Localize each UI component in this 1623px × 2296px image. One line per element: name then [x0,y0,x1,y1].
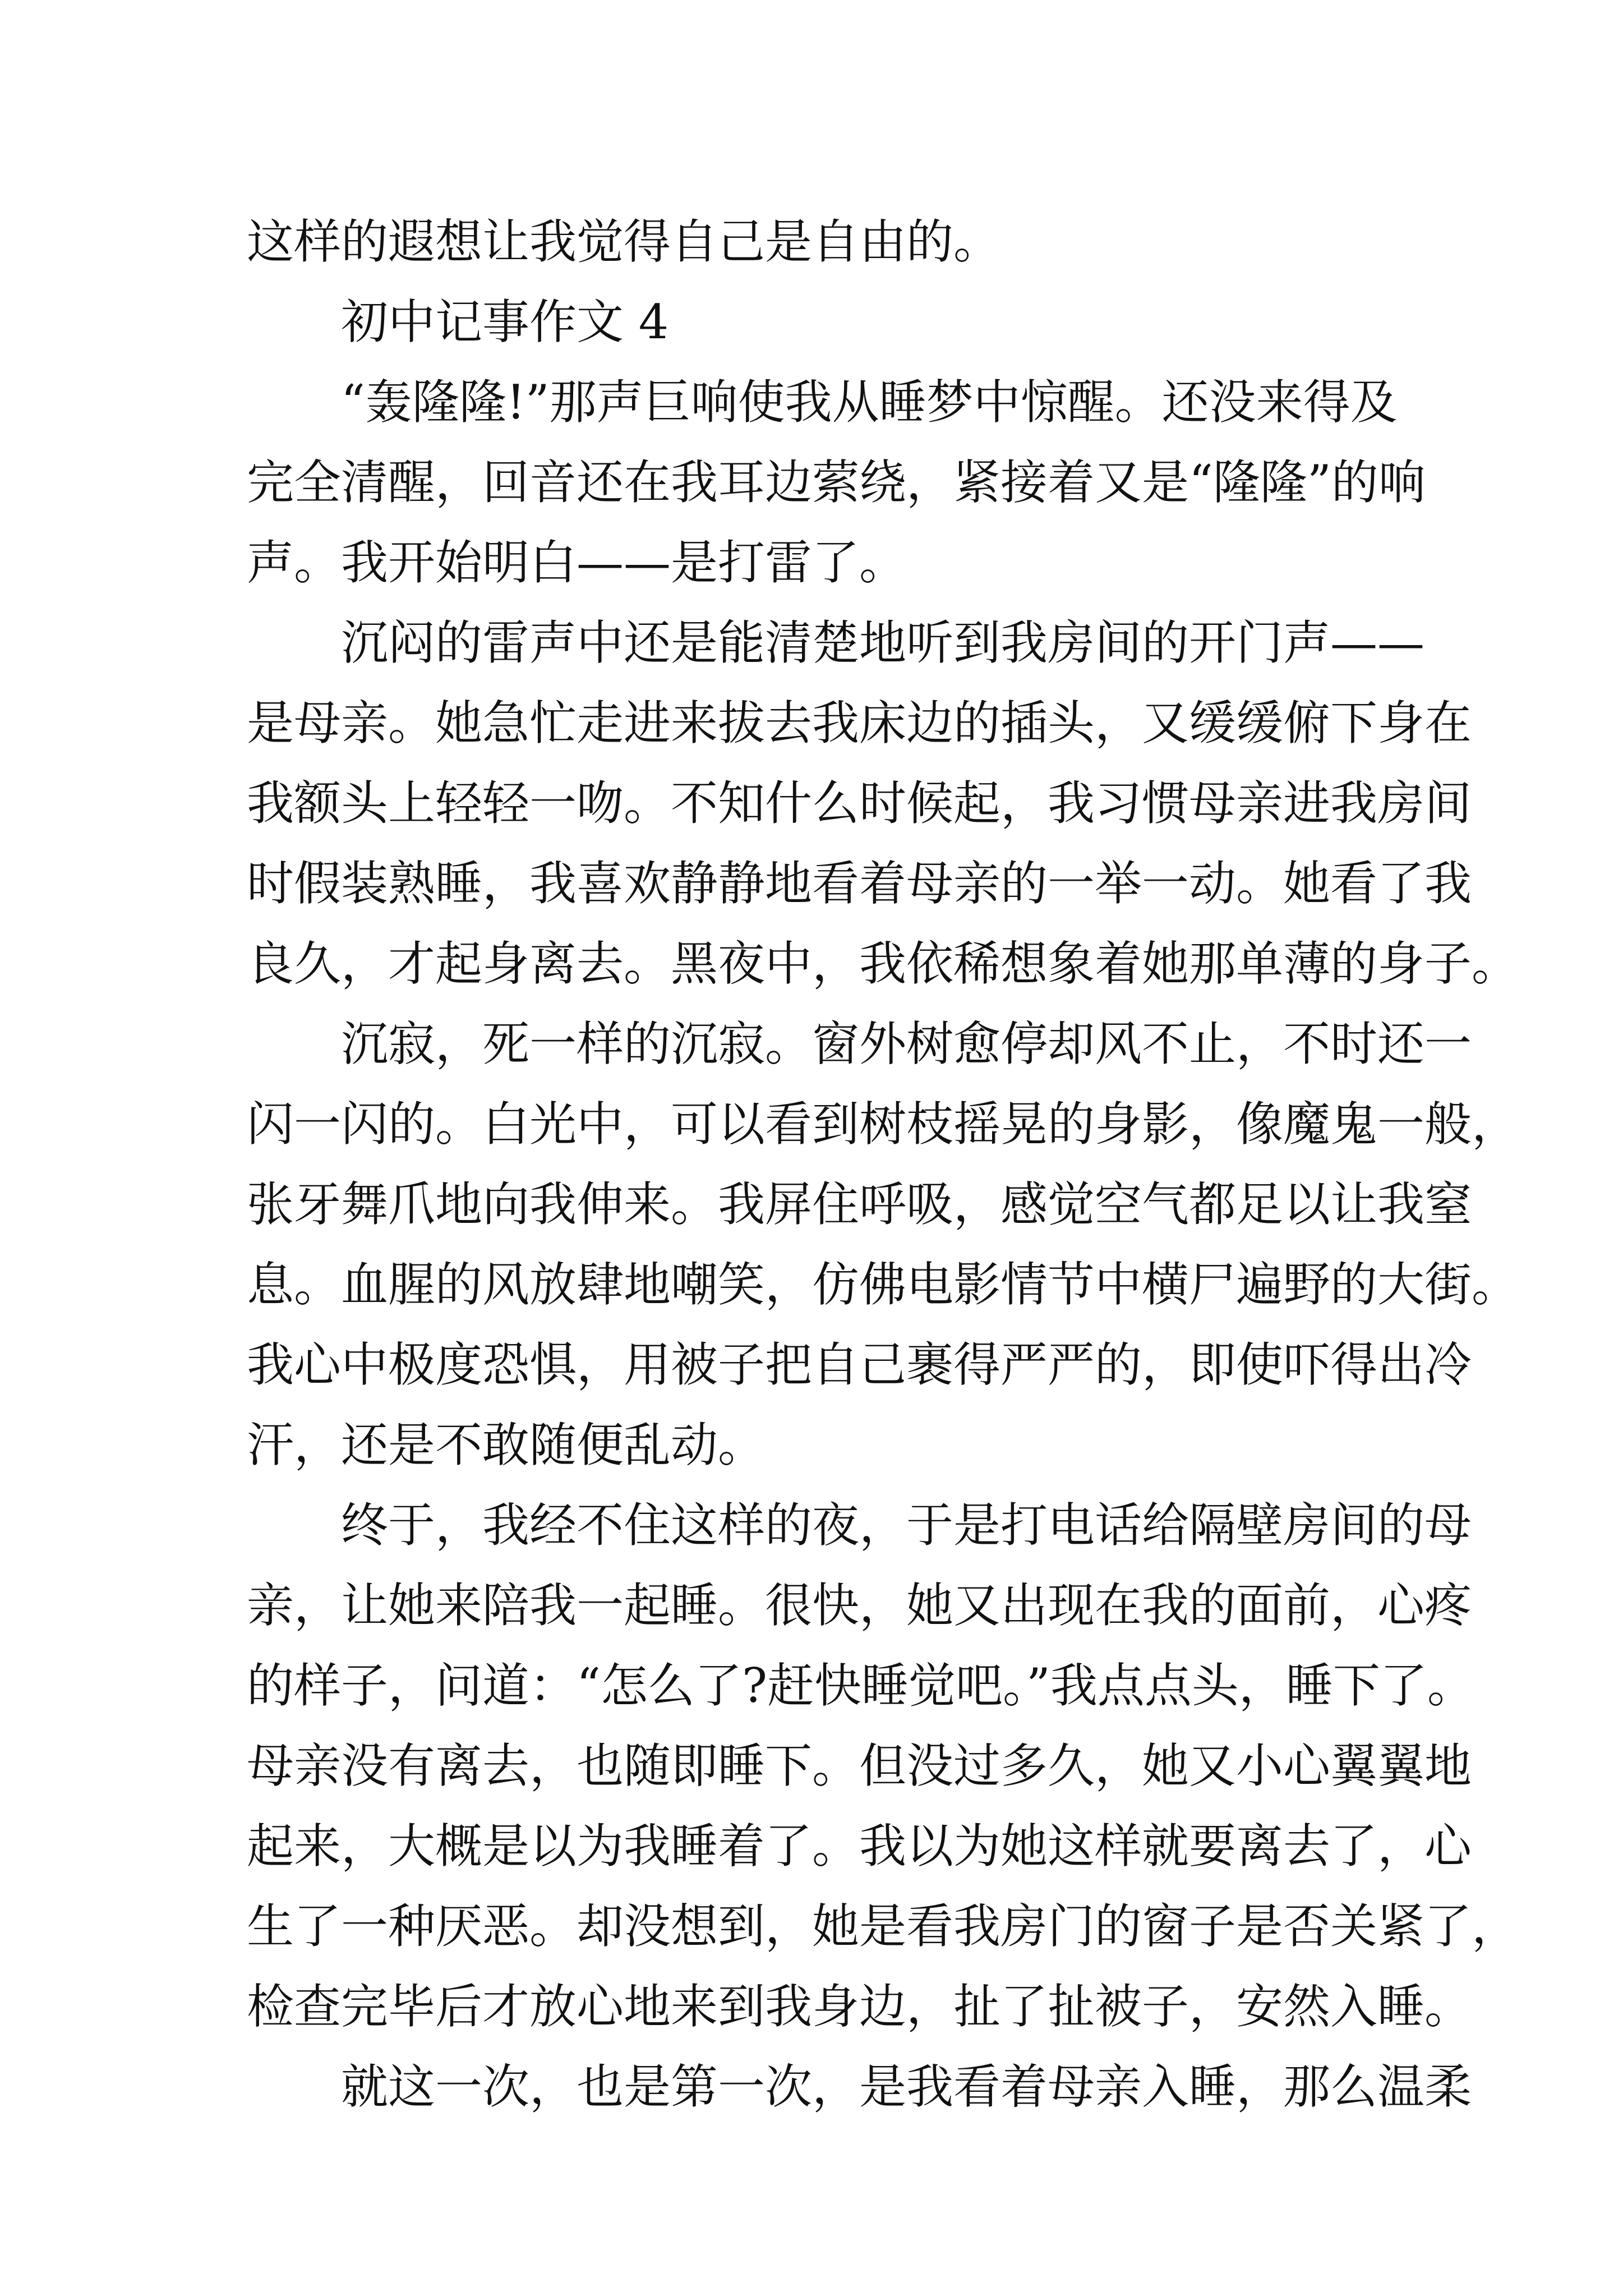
text-line: 我心中极度恐惧，用被子把自己裹得严严的，即使吓得出冷 [247,1337,1472,1392]
text-line: 生了一种厌恶。却没想到，她是看我房门的窗子是否关紧了， [247,1899,1519,1954]
text-line: 起来，大概是以为我睡着了。我以为她这样就要离去了，心 [247,1819,1472,1874]
text-line: 是母亲。她急忙走进来拔去我床边的插头，又缓缓俯下身在 [247,696,1472,751]
text-line: 我额头上轻轻一吻。不知什么时候起，我习惯母亲进我房间 [247,776,1472,831]
text-line: 汗，还是不敢随便乱动。 [247,1418,766,1473]
essay-text [247,202,1519,2127]
text-line: 闪一闪的。白光中，可以看到树枝摇晃的身影，像魔鬼一般， [247,1097,1519,1152]
text-line: 母亲没有离去，也随即睡下。但没过多久，她又小心翼翼地 [247,1738,1472,1793]
text-line: 的样子，问道：“怎么了?赶快睡觉吧。”我点点头，睡下了。 [247,1658,1474,1713]
text-line: 完全清醒，回音还在我耳边萦绕，紧接着又是“隆隆”的响 [247,455,1426,510]
section-heading: 初中记事作文 4 [341,295,669,349]
text-line: 良久，才起身离去。黑夜中，我依稀想象着她那单薄的身子。 [247,936,1519,991]
text-line: 声。我开始明白——是打雷了。 [247,535,907,590]
text-line: 终于，我经不住这样的夜，于是打电话给隔壁房间的母 [341,1498,1472,1553]
text-line: 息。血腥的风放肆地嘲笑，仿佛电影情节中横尸遍野的大街。 [247,1257,1519,1312]
text-line: 时假装熟睡，我喜欢静静地看着母亲的一举一动。她看了我 [247,856,1472,911]
text-line: 检查完毕后才放心地来到我身边，扯了扯被子，安然入睡。 [247,1979,1472,2034]
text-line: “轰隆隆!”那声巨响使我从睡梦中惊醒。还没来得及 [341,375,1398,430]
text-line: 就这一次，也是第一次，是我看着母亲入睡，那么温柔 [341,2059,1472,2114]
text-line: 沉闷的雷声中还是能清楚地听到我房间的开门声—— [341,615,1425,670]
text-line: 亲，让她来陪我一起睡。很快，她又出现在我的面前，心疼 [247,1578,1472,1633]
text-line: 张牙舞爪地向我伸来。我屏住呼吸，感觉空气都足以让我窒 [247,1177,1472,1232]
text-line: 沉寂，死一样的沉寂。窗外树愈停却风不止，不时还一 [341,1016,1472,1071]
text-line: 这样的遐想让我觉得自己是自由的。 [247,214,1001,269]
